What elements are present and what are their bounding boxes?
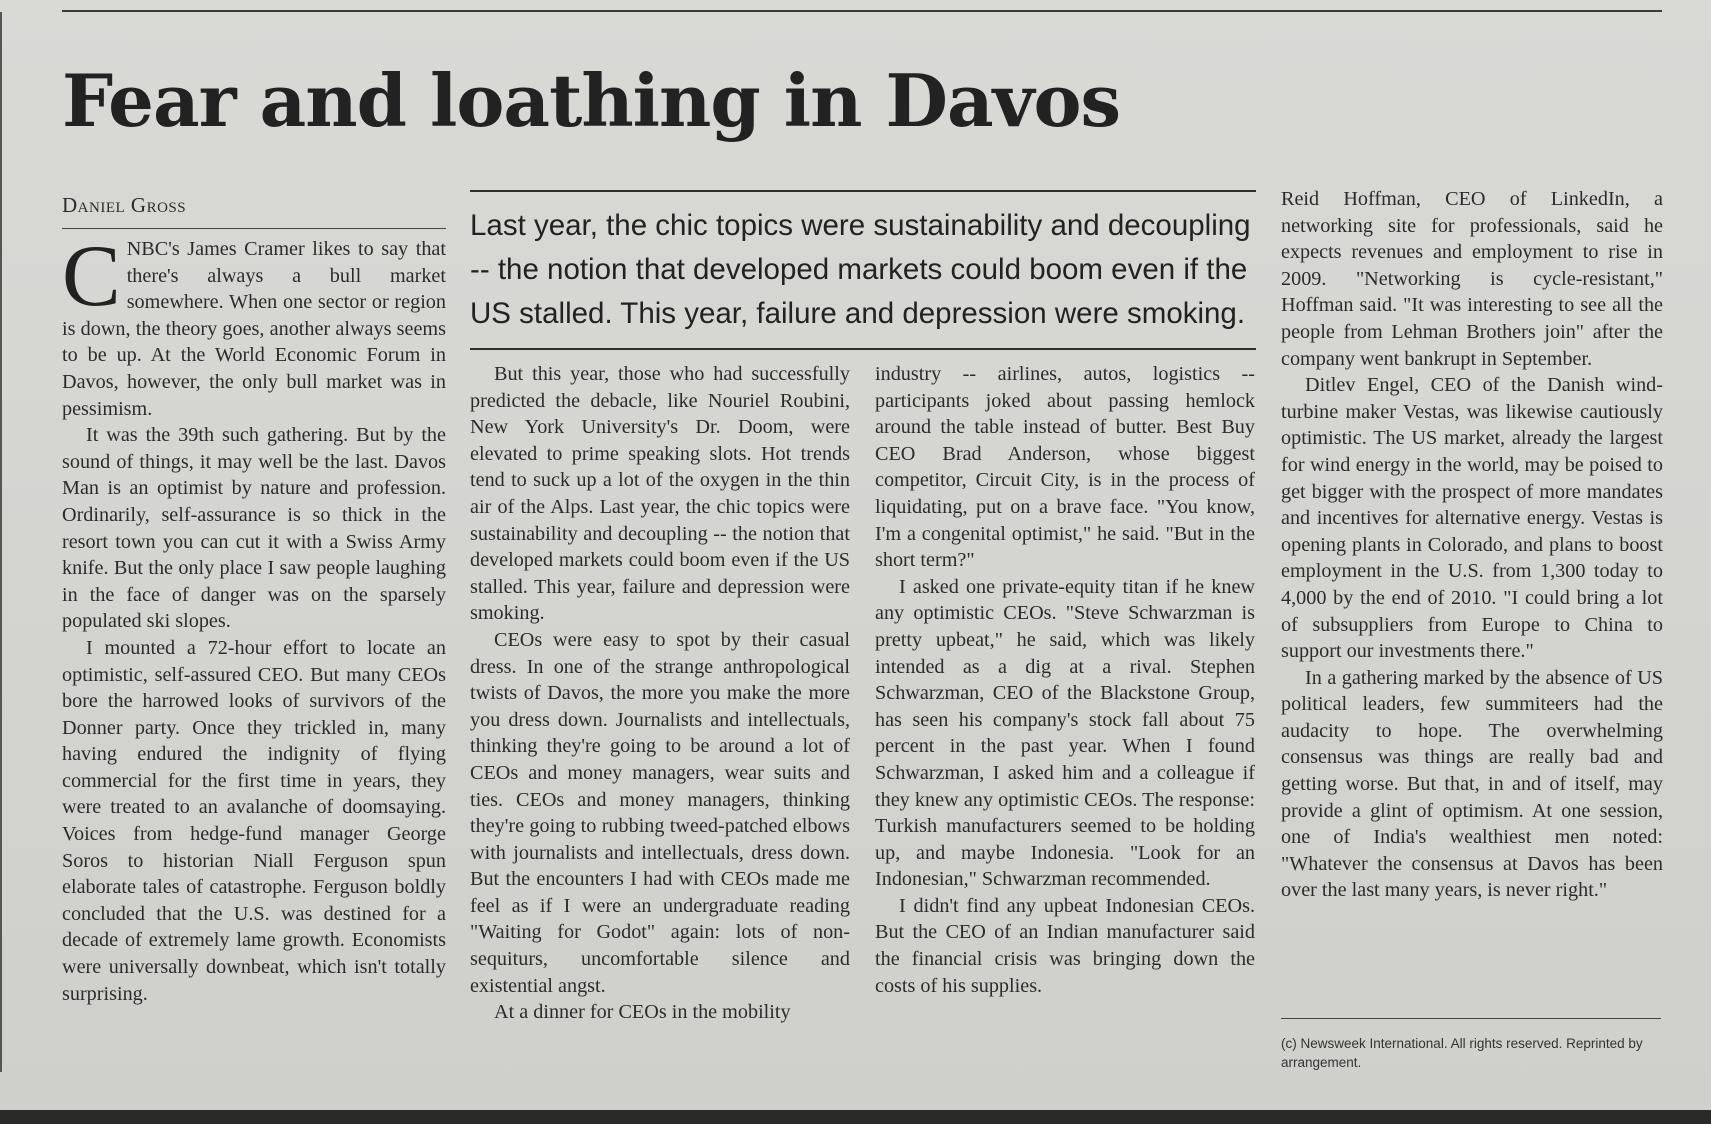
paragraph: Reid Hoffman, CEO of LinkedIn, a networking site for professionals, said he expects revenues and employment to rise in 2009. "Networking is cycle-resistant," Hoffman said. "It was interesting to see all the people from Lehman Brothers join" after the company went bankrupt in September.	[1281, 188, 1663, 370]
column-4	[1281, 186, 1663, 904]
lead-paragraph	[62, 228, 446, 422]
headline: Fear and loathing in Davos	[62, 58, 1121, 143]
left-border	[0, 12, 2, 1072]
column-1	[62, 228, 446, 1007]
paragraph: Ditlev Engel, CEO of the Danish wind-turbine maker Vestas, was likewise cautiously optimistic. The US market, already the largest for wind energy in the world, may be poised to get bigger with the prospect of more mandates and incentives for alternative energy. Vestas is opening plants in Colorado, and plans to boost employment in the U.S. from 1,300 today to 4,000 by the end of 2010. "I could bring a lot of subsuppliers from Europe to China to support our investments there."	[1281, 374, 1663, 663]
column-3	[875, 361, 1255, 999]
paragraph: But this year, those who had successfully predicted the debacle, like Nouriel Roubini, New York University's Dr. Doom, were elevated to prime speaking slots. Hot trends tend to suck up a lot of the oxygen in the thin air of the Alps. Last year, the chic topics were sustainability and decoupling -- the notion that developed markets could boom even if the US stalled. This year, failure and depression were smoking.	[470, 363, 850, 625]
page-edge-shadow	[0, 1110, 1711, 1124]
paragraph: I didn't find any upbeat Indonesian CEOs. But the CEO of an Indian manufacturer said the financial crisis was bringing down the costs of his supplies.	[875, 894, 1255, 997]
paragraph: It was the 39th such gathering. But by the sound of things, it may well be the last. Davos Man is an optimist by nature and profession. Ordinarily, self-assurance is so thick in the resort town you can cut it with a Swiss Army knife. But the only place I saw people laughing in the face of danger was on the sparsely populated ski slopes.	[62, 424, 446, 633]
credit-divider	[1281, 1018, 1661, 1019]
paragraph: industry -- airlines, autos, logistics -- participants joked about passing hemlock around the table instead of butter. Best Buy CEO Brad Anderson, whose biggest competitor, Circuit City, is in the process of liquidating, put on a brave face. "You know, I'm a congenital optimist," he said. "But in the short term?"	[875, 363, 1255, 572]
column-2	[470, 361, 850, 1026]
paragraph: In a gathering marked by the absence of US political leaders, few summiteers had the audacity to hope. The overwhelming consensus was things are really bad and getting worse. But that, in and of itself, may provide a glint of optimism. At one session, one of India's wealthiest men noted: "Whatever the consensus at Davos has been over the last many years, is never right."	[1281, 666, 1663, 902]
top-rule	[62, 10, 1662, 12]
paragraph: I mounted a 72-hour effort to locate an optimistic, self-assured CEO. But many CEOs bore the harrowed looks of survivors of the Donner party. Once they trickled in, many having endured the indignity of flying commercial for the first time in years, they were treated to an avalanche of doomsaying. Voices from hedge-fund manager George Soros to historian Niall Ferguson spun elaborate tales of catastrophe. Ferguson boldly concluded that the U.S. was destined for a decade of extremely lame growth. Economists were universally downbeat, which isn't totally surprising.	[62, 636, 446, 1005]
pull-quote: Last year, the chic topics were sustainability and decoupling -- the notion that developed markets could boom even if the US stalled. This year, failure and depression were smoking.	[470, 190, 1256, 350]
paragraph: At a dinner for CEOs in the mobility	[494, 1001, 791, 1024]
paragraph: I asked one private-equity titan if he knew any optimistic CEOs. "Steve Schwarzman is pretty upbeat," he said, which was likely intended as a dig at a rival. Stephen Schwarzman, CEO of the Blackstone Group, has seen his company's stock fall about 75 percent in the past year. When I found Schwarzman, I asked him and a colleague if they knew any optimistic CEOs. The response: Turkish manufacturers seemed to be holding up, and maybe Indonesia. "Look for an Indonesian," Schwarzman recommended.	[875, 575, 1255, 891]
copyright-credit: (c) Newsweek International. All rights reserved. Reprinted by arrangement.	[1281, 1036, 1643, 1070]
paragraph: CEOs were easy to spot by their casual dress. In one of the strange anthropological twists of Davos, the more you make the more you dress down. Journalists and intellectuals, thinking they're going to be around a lot of CEOs and money managers, wear suits and ties. CEOs and money managers, thinking they're going to rubbing tweed-patched elbows with journalists and intellectuals, dress down. But the encounters I had with CEOs made me feel as if I were an undergraduate reading "Waiting for Godot" again: lots of non-sequiturs, uncomfortable silence and existential angst.	[470, 628, 850, 997]
byline-text: Daniel Gross	[62, 193, 187, 217]
byline	[62, 193, 446, 229]
drop-cap: C	[62, 228, 121, 325]
lead-text: NBC's James Cramer likes to say that there's always a bull market somewhere. When one sector or region is down, the theory goes, another always seems to be up. At the World Economic Forum in Davos, however, the only bull market was in pessimism.	[62, 238, 446, 420]
